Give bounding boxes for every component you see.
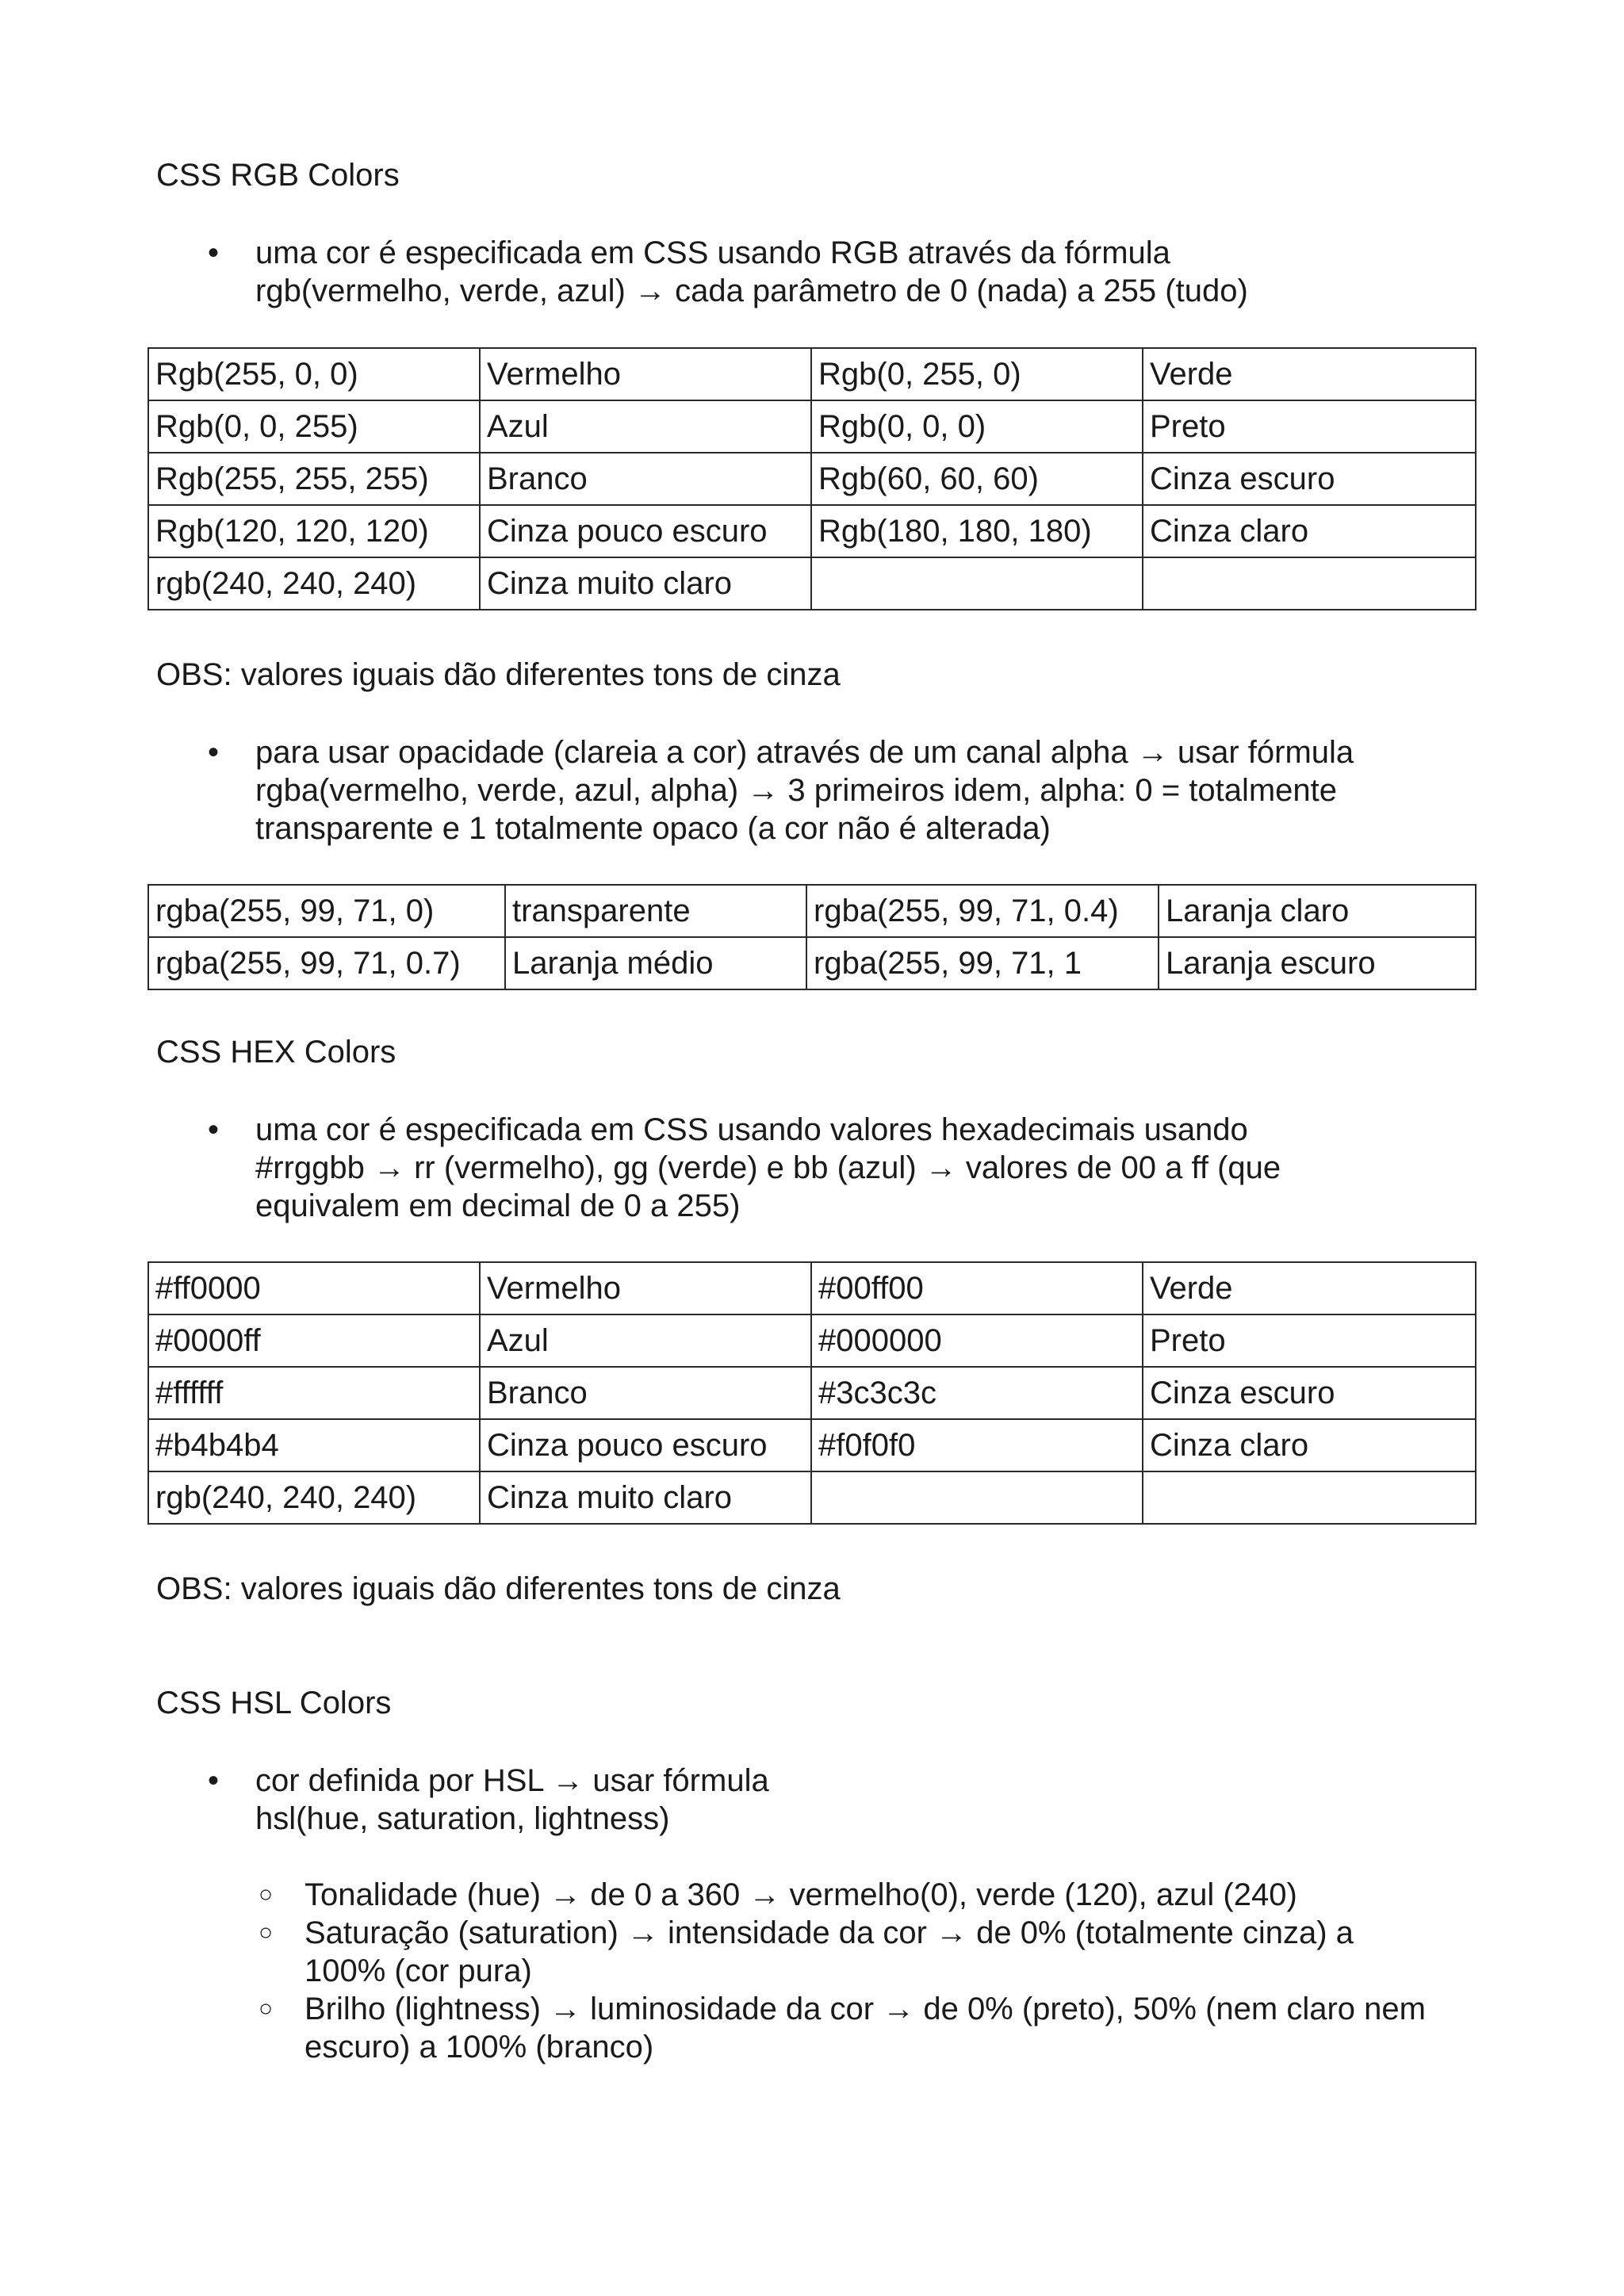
table-cell [1143, 557, 1476, 610]
table-cell: Rgb(255, 0, 0) [148, 348, 480, 400]
table-cell: Rgb(0, 0, 255) [148, 400, 480, 453]
hsl-heading: CSS HSL Colors [156, 1686, 392, 1720]
table-cell: #b4b4b4 [148, 1419, 480, 1471]
table-cell: Verde [1143, 348, 1476, 400]
hex-obs-note: OBS: valores iguais dão diferentes tons de cinza [156, 1571, 841, 1606]
table-cell: rgb(240, 240, 240) [148, 557, 480, 610]
table-cell: Cinza pouco escuro [480, 1419, 811, 1471]
table-cell: Rgb(60, 60, 60) [811, 453, 1143, 505]
table-cell: Preto [1143, 400, 1476, 453]
table-row [148, 348, 1476, 400]
table-row [148, 1262, 1476, 1314]
hex-bullet-line: #rrggbb → rr (vermelho), gg (verde) e bb (azul) → valores de 00 a ff (que [255, 1150, 1281, 1185]
table-cell: Rgb(0, 0, 0) [811, 400, 1143, 453]
sub-bullet-line: escuro) a 100% (branco) [304, 2030, 654, 2064]
rgba-colors-table [147, 884, 1477, 990]
table-cell: Laranja escuro [1159, 937, 1476, 989]
table-row [148, 400, 1476, 453]
table-cell: Cinza escuro [1143, 453, 1476, 505]
hex-bullet-line: uma cor é especificada em CSS usando valores hexadecimais usando [255, 1112, 1248, 1147]
table-cell: Cinza escuro [1143, 1367, 1476, 1419]
table-cell: Cinza claro [1143, 505, 1476, 557]
table-cell: #ffffff [148, 1367, 480, 1419]
rgba-bullet-line: para usar opacidade (clareia a cor) através de um canal alpha → usar fórmula [255, 735, 1354, 770]
table-cell [1143, 1471, 1476, 1524]
rgba-bullet-line: transparente e 1 totalmente opaco (a cor não é alterada) [255, 811, 1051, 846]
table-cell: Cinza muito claro [480, 557, 811, 610]
bullet-icon: • [208, 235, 220, 270]
table-cell: Rgb(120, 120, 120) [148, 505, 480, 557]
table-cell: rgba(255, 99, 71, 0) [148, 885, 505, 937]
table-cell: Verde [1143, 1262, 1476, 1314]
sub-bullet-line: Saturação (saturation) → intensidade da cor → de 0% (totalmente cinza) a [304, 1915, 1354, 1950]
circle-bullet-icon: ○ [259, 1881, 274, 1908]
table-cell: Branco [480, 1367, 811, 1419]
table-cell: rgba(255, 99, 71, 0.7) [148, 937, 505, 989]
table-row [148, 1419, 1476, 1471]
table-cell: #3c3c3c [811, 1367, 1143, 1419]
rgb-heading: CSS RGB Colors [156, 158, 400, 193]
table-cell [811, 557, 1143, 610]
rgb-bullet-line: rgb(vermelho, verde, azul) → cada parâmetro de 0 (nada) a 255 (tudo) [255, 274, 1248, 308]
sub-bullet-line: Brilho (lightness) → luminosidade da cor → de 0% (preto), 50% (nem claro nem [304, 1992, 1426, 2026]
table-cell: Vermelho [480, 348, 811, 400]
table-row [148, 1367, 1476, 1419]
table-cell: #ff0000 [148, 1262, 480, 1314]
hsl-bullet-line: cor definida por HSL → usar fórmula [255, 1763, 769, 1798]
bullet-icon: • [208, 1763, 220, 1798]
sub-bullet-line: 100% (cor pura) [304, 1954, 532, 1988]
table-cell: transparente [505, 885, 806, 937]
table-row [148, 885, 1476, 937]
table-cell: Laranja claro [1159, 885, 1476, 937]
table-cell: #000000 [811, 1314, 1143, 1367]
table-row [148, 1314, 1476, 1367]
table-cell: Cinza pouco escuro [480, 505, 811, 557]
rgb-colors-table [147, 347, 1477, 610]
table-cell: Vermelho [480, 1262, 811, 1314]
table-row [148, 505, 1476, 557]
table-cell: Azul [480, 1314, 811, 1367]
hex-bullet-line: equivalem em decimal de 0 a 255) [255, 1188, 741, 1223]
table-cell: Rgb(180, 180, 180) [811, 505, 1143, 557]
rgb-obs-note: OBS: valores iguais dão diferentes tons de cinza [156, 657, 841, 692]
table-cell: rgba(255, 99, 71, 1 [806, 937, 1159, 989]
table-cell: rgb(240, 240, 240) [148, 1471, 480, 1524]
table-cell: Laranja médio [505, 937, 806, 989]
table-cell: Cinza claro [1143, 1419, 1476, 1471]
table-row [148, 1471, 1476, 1524]
rgba-bullet-line: rgba(vermelho, verde, azul, alpha) → 3 primeiros idem, alpha: 0 = totalmente [255, 773, 1338, 808]
table-cell: rgba(255, 99, 71, 0.4) [806, 885, 1159, 937]
circle-bullet-icon: ○ [259, 1996, 274, 2022]
table-cell: Preto [1143, 1314, 1476, 1367]
table-cell: Azul [480, 400, 811, 453]
hex-heading: CSS HEX Colors [156, 1035, 396, 1070]
sub-bullet-line: Tonalidade (hue) → de 0 a 360 → vermelho(0), verde (120), azul (240) [304, 1877, 1297, 1912]
table-row [148, 937, 1476, 989]
rgb-bullet-line: uma cor é especificada em CSS usando RGB através da fórmula [255, 235, 1170, 270]
table-cell: Cinza muito claro [480, 1471, 811, 1524]
table-cell [811, 1471, 1143, 1524]
table-row [148, 453, 1476, 505]
table-cell: #0000ff [148, 1314, 480, 1367]
bullet-icon: • [208, 1112, 220, 1147]
table-cell: Branco [480, 453, 811, 505]
hex-colors-table [147, 1261, 1477, 1525]
hsl-bullet-line: hsl(hue, saturation, lightness) [255, 1801, 670, 1836]
table-cell: Rgb(0, 255, 0) [811, 348, 1143, 400]
table-cell: Rgb(255, 255, 255) [148, 453, 480, 505]
bullet-icon: • [208, 735, 220, 770]
circle-bullet-icon: ○ [259, 1919, 274, 1946]
table-cell: #00ff00 [811, 1262, 1143, 1314]
table-row [148, 557, 1476, 610]
table-cell: #f0f0f0 [811, 1419, 1143, 1471]
